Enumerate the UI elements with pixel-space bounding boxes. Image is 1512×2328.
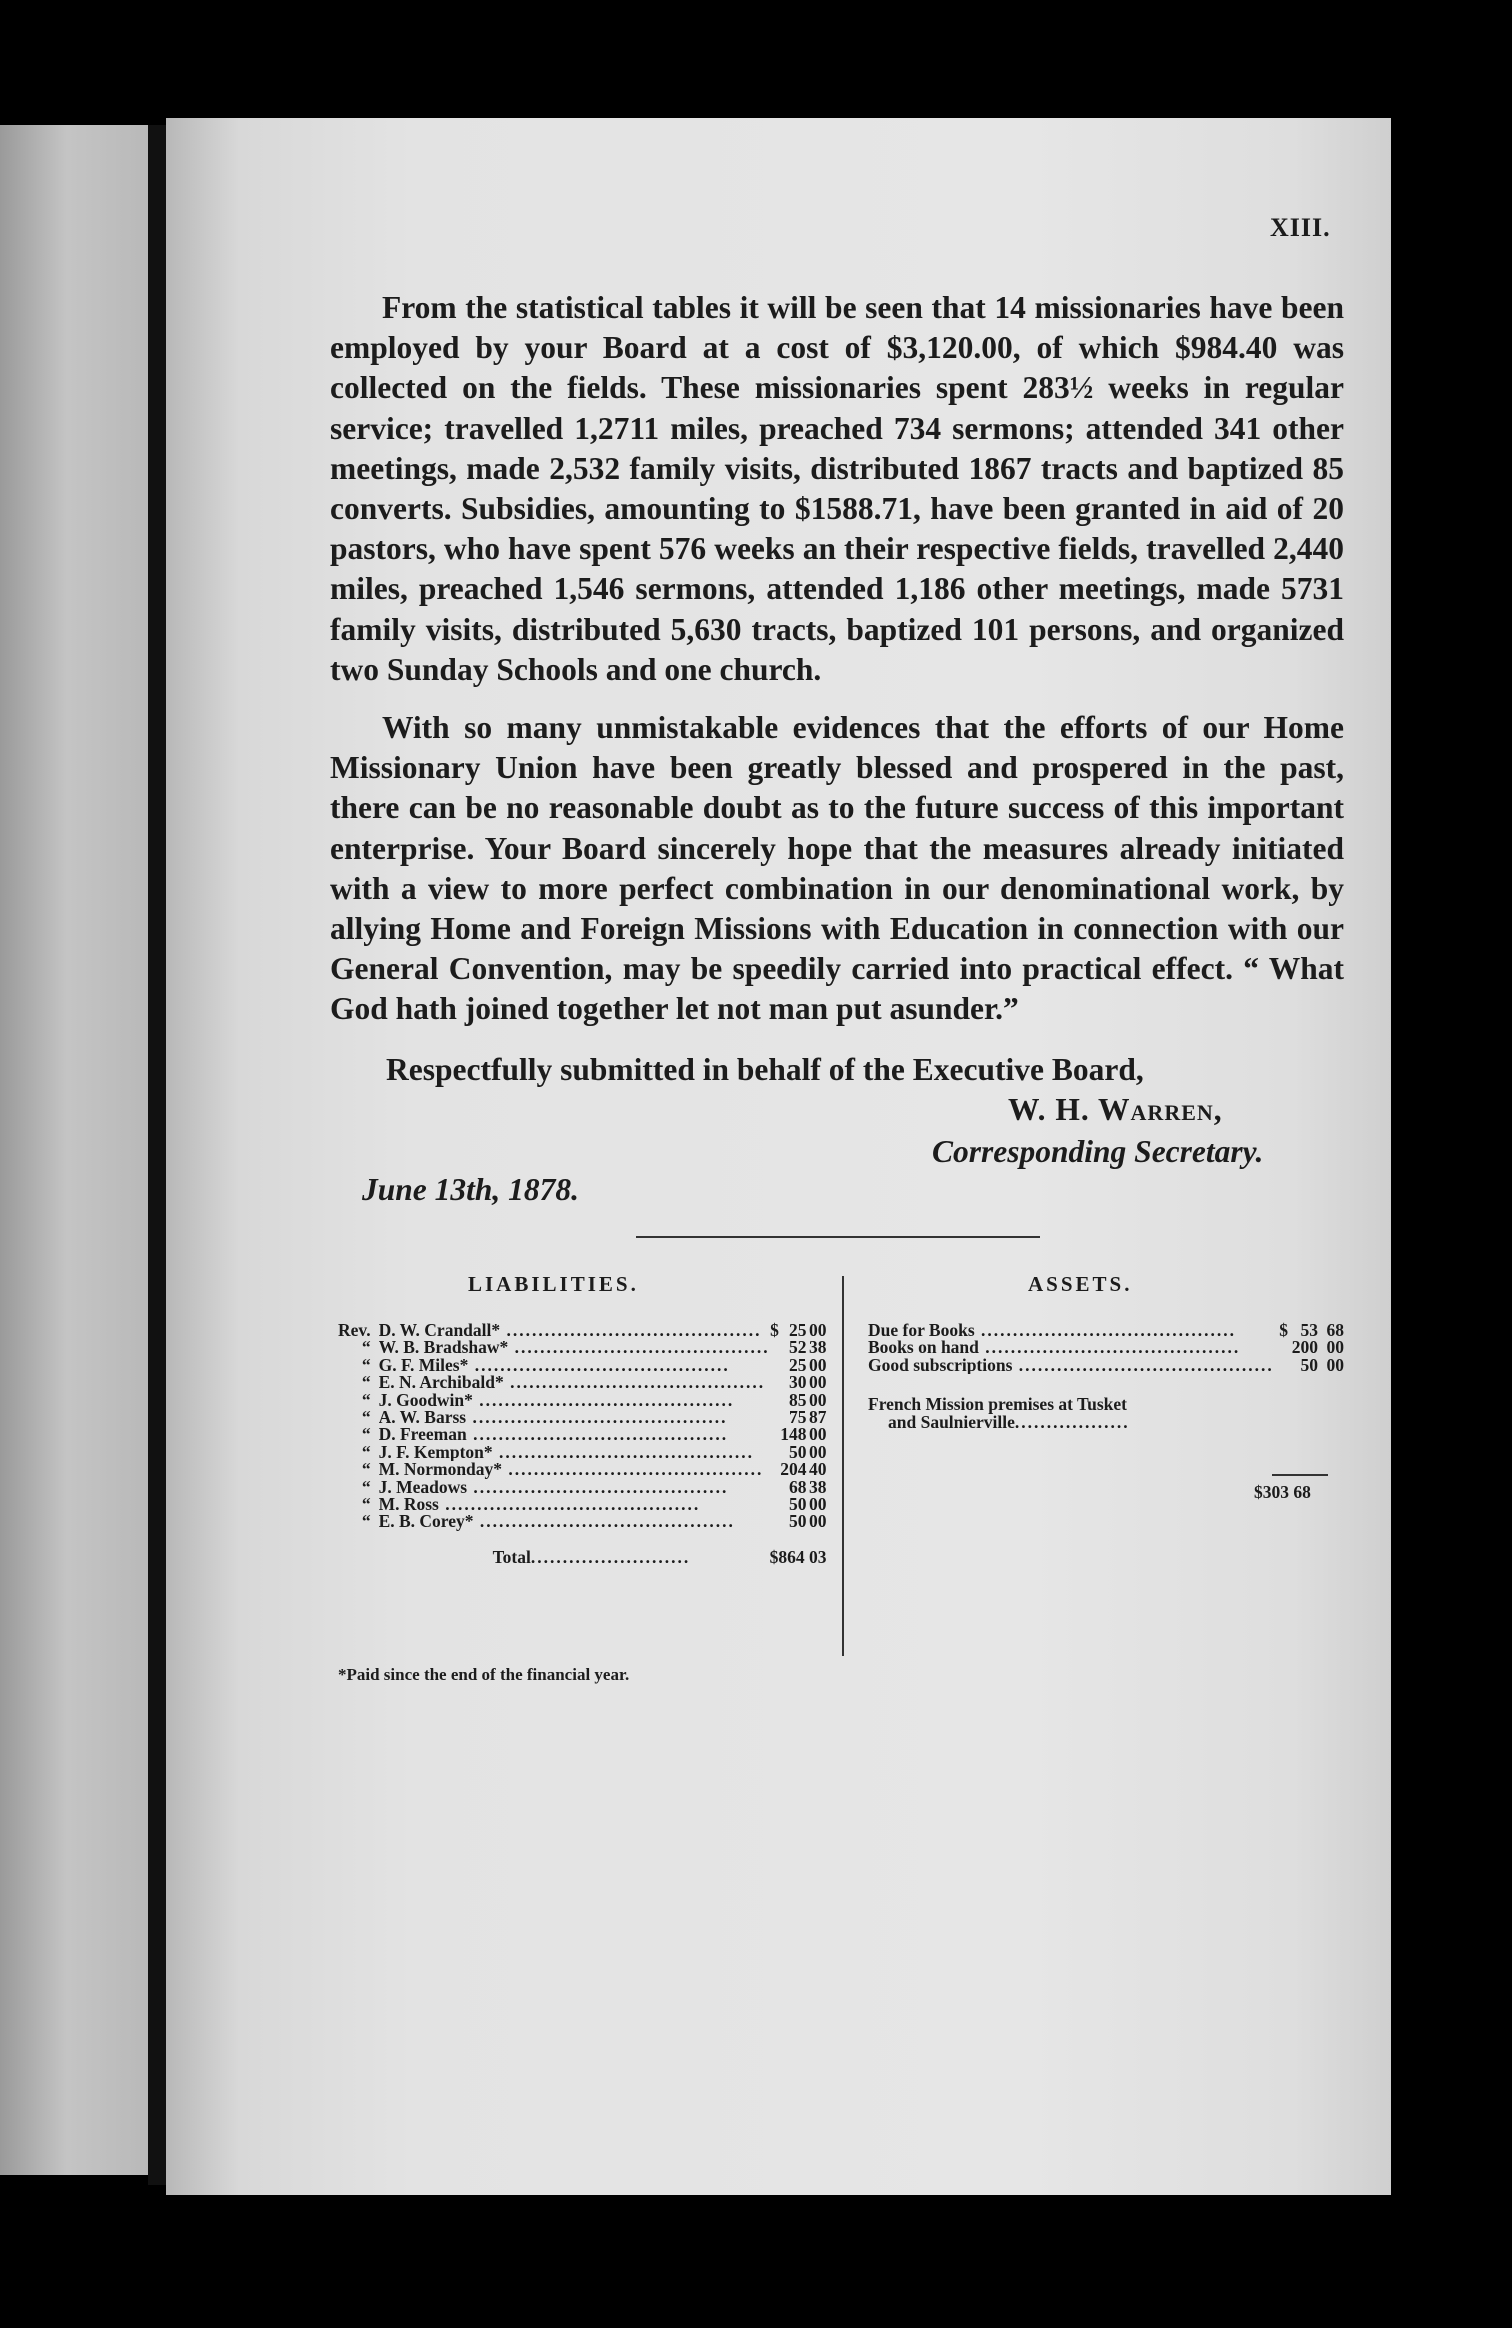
liability-name-cell: A. W. Barss ........................................: [378, 1409, 728, 1427]
liability-prefix-cell: [338, 1339, 379, 1356]
liability-prefix: Rev.: [338, 1320, 371, 1340]
liability-dollars: 68: [789, 1476, 807, 1497]
total-label-cell: Total.........................: [492, 1546, 691, 1567]
liability-row: [338, 1426, 827, 1443]
liability-name: D. Freeman: [378, 1426, 467, 1444]
liability-dollar-sign-cell: [770, 1374, 779, 1391]
asset-dollar-sign-cell: [1276, 1339, 1288, 1356]
body-paragraph-2: [330, 708, 1344, 1030]
assets-table: [868, 1322, 1344, 1431]
liability-prefix: “: [361, 1389, 371, 1410]
liability-dollars: 148: [780, 1424, 807, 1445]
liability-name: D. W. Crandall*: [378, 1322, 501, 1340]
asset-dollars: 53: [1300, 1320, 1318, 1340]
submitted-line: Respectfully submitted in behalf of the Executive Board,: [386, 1052, 1144, 1087]
liability-name: W. B. Bradshaw*: [378, 1339, 509, 1357]
liability-dollars: 25: [789, 1354, 807, 1375]
liability-row: [338, 1461, 827, 1478]
asset-cents: 00: [1326, 1337, 1344, 1358]
liability-name-cell: W. B. Bradshaw* ........................................: [378, 1339, 770, 1357]
liability-name: G. F. Miles*: [378, 1356, 469, 1375]
signatory-title: Corresponding Secretary.: [932, 1134, 1264, 1169]
liability-dollar-sign-cell: [770, 1322, 779, 1339]
liability-dollars: 52: [789, 1337, 807, 1358]
liability-name-cell: G. F. Miles* ........................................: [378, 1356, 730, 1375]
liability-prefix-cell: [338, 1441, 379, 1462]
liability-row: [338, 1339, 827, 1356]
liability-row: [338, 1357, 827, 1374]
liability-dollars: 50: [789, 1511, 807, 1532]
liability-dollar-sign-cell: [770, 1513, 779, 1530]
liability-name: J. F. Kempton*: [378, 1443, 493, 1462]
paragraph-text: With so many unmistakable evidences that the efforts of our Home Missionary Union have been greatly blessed and prospered in the past, there can be no reasonable doubt as to the future success of this important enterprise. Your Board sincerely hope that the measures already initiated with a view to more perfect combination in our denominational work, by allying Home and Foreign Missions with Education in connection with our General Convention, may be speedily carried into practical effect. “ What God hath joined together let not man put asunder.”: [330, 710, 1344, 1027]
liability-dollar-sign-cell: [770, 1339, 779, 1356]
french-mission-line-2-cell: and Saulnierville..................: [888, 1413, 1130, 1432]
asset-label: Books on hand: [868, 1339, 979, 1357]
liability-prefix: “: [361, 1354, 371, 1375]
liability-cents: 40: [809, 1459, 827, 1480]
asset-row: [868, 1339, 1344, 1356]
liability-name-cell: J. Goodwin* ........................................: [378, 1391, 735, 1410]
liability-dollars: 50: [789, 1494, 807, 1515]
liability-prefix: “: [361, 1372, 371, 1393]
liability-dollars: 75: [789, 1407, 807, 1428]
liability-dollar-sign-cell: [770, 1409, 779, 1426]
liabilities-heading: LIABILITIES.: [468, 1272, 639, 1296]
liability-cents: 00: [809, 1441, 827, 1462]
liability-name: E. B. Corey*: [378, 1513, 474, 1531]
asset-label: Good subscriptions: [868, 1356, 1013, 1375]
asset-dollars: 50: [1300, 1354, 1318, 1375]
asset-dollars-cell: [1288, 1354, 1318, 1375]
asset-cents: 68: [1326, 1320, 1344, 1340]
liability-name: A. W. Barss: [378, 1409, 467, 1427]
liability-cents: 00: [809, 1320, 827, 1340]
assets-total: $303 68: [1254, 1482, 1311, 1502]
liability-row: [338, 1322, 827, 1339]
liability-row: [338, 1496, 827, 1513]
asset-row: [868, 1357, 1344, 1374]
liability-cents: 38: [809, 1337, 827, 1358]
liability-name: E. N. Archibald*: [378, 1374, 504, 1392]
liabilities-table: [338, 1322, 827, 1569]
liability-dollar-sign-cell: [770, 1479, 779, 1496]
french-mission-row: [868, 1396, 1344, 1413]
liability-prefix: “: [361, 1337, 371, 1358]
adjacent-page-edge: [0, 125, 148, 2175]
report-date: June 13th, 1878.: [362, 1172, 580, 1207]
asset-row: [868, 1322, 1344, 1339]
assets-total-rule: [1272, 1474, 1328, 1476]
asset-dollar-sign-cell: [1276, 1322, 1288, 1339]
liability-name: J. Goodwin*: [378, 1391, 473, 1410]
liability-prefix: “: [361, 1424, 371, 1445]
liability-prefix: “: [361, 1511, 371, 1532]
asset-label-cell: Good subscriptions ........................................: [868, 1356, 1274, 1375]
signatory-name: W. H. Warren,: [1008, 1092, 1223, 1127]
liability-cents: 00: [809, 1389, 827, 1410]
liability-dollars: 50: [789, 1441, 807, 1462]
liability-prefix: “: [361, 1476, 371, 1497]
paragraph-text: From the statistical tables it will be seen that 14 missionaries have been employed by your Board at a cost of $3,120.00, of which $984.40 was collected on the fields. These missionaries spent 283½ weeks in regular service; travelled 1,2711 miles, preached 734 sermons; attended 341 other meetings, made 2,532 family visits, distributed 1867 tracts and baptized 85 converts. Subsidies, amounting to $1588.71, have been granted in aid of 20 pastors, who have spent 576 weeks an their respective fields, travelled 2,440 miles, preached 1,546 sermons, attended 1,186 other meetings, made 5731 family visits, distributed 5,630 tracts, baptized 101 persons, and organized two Sunday Schools and one church.: [330, 290, 1344, 687]
liability-cents: 38: [809, 1476, 827, 1497]
asset-dollar-sign-cell: [1276, 1357, 1288, 1374]
total-row: [338, 1531, 827, 1569]
liability-dollars: 30: [789, 1372, 807, 1393]
asset-label-cell: Books on hand ........................................: [868, 1339, 1241, 1357]
asset-label-cell: Due for Books ........................................: [868, 1322, 1237, 1340]
asset-cents-cell: [1318, 1354, 1344, 1375]
liability-prefix-cell: [338, 1389, 379, 1410]
liability-dollar-sign-cell: [770, 1496, 779, 1513]
asset-label: Due for Books: [868, 1322, 975, 1340]
liability-name-cell: D. Freeman ........................................: [378, 1426, 729, 1444]
total-label: Total: [492, 1546, 531, 1567]
liability-row: [338, 1392, 827, 1409]
liability-cents: 00: [809, 1372, 827, 1393]
liability-cents: 00: [809, 1494, 827, 1515]
liability-row: [338, 1409, 827, 1426]
liability-cents: 00: [809, 1354, 827, 1375]
liability-dollars: 204: [780, 1459, 807, 1480]
liability-prefix: “: [361, 1407, 371, 1428]
liability-dollar-sign-cell: [770, 1461, 779, 1478]
asset-dollars: 200: [1291, 1337, 1318, 1358]
liability-name-cell: M. Ross ........................................: [378, 1496, 701, 1514]
liability-name-cell: J. Meadows ........................................: [378, 1478, 729, 1497]
liability-prefix: “: [361, 1494, 371, 1515]
liability-prefix-cell: [338, 1374, 379, 1391]
liability-prefix-cell: [338, 1513, 379, 1530]
liability-name-cell: J. F. Kempton* ........................................: [378, 1443, 755, 1462]
asset-cents: 00: [1326, 1354, 1344, 1375]
assets-heading: ASSETS.: [1028, 1272, 1133, 1296]
liability-prefix-cell: [338, 1496, 379, 1513]
liability-name-cell: E. B. Corey* ........................................: [378, 1513, 735, 1531]
section-divider: [636, 1236, 1040, 1238]
liability-row: [338, 1513, 827, 1530]
liability-dollar-sign-cell: [770, 1392, 779, 1409]
liability-prefix-cell: [338, 1354, 379, 1375]
book-gutter: [148, 125, 166, 2185]
liability-dollars: 85: [789, 1389, 807, 1410]
liability-dollars-cell: [779, 1513, 807, 1530]
liability-name-cell: M. Normonday* ........................................: [378, 1461, 764, 1479]
liability-cents: 87: [809, 1407, 827, 1428]
liability-prefix-cell: [338, 1461, 379, 1478]
liability-prefix-cell: [338, 1426, 379, 1443]
liability-dollar-sign-cell: [770, 1426, 779, 1443]
liability-prefix-cell: [338, 1322, 379, 1339]
french-mission-line-2: and Saulnierville: [888, 1413, 1015, 1432]
liability-prefix-cell: [338, 1476, 379, 1497]
liability-name: M. Normonday*: [378, 1461, 503, 1479]
liability-row: [338, 1444, 827, 1461]
column-divider: [842, 1276, 844, 1656]
liability-name: J. Meadows: [378, 1478, 468, 1497]
total-value: $864 03: [769, 1546, 827, 1567]
body-paragraph-1: [330, 288, 1344, 690]
liability-dollar-sign-cell: [770, 1357, 779, 1374]
liability-row: [338, 1374, 827, 1391]
liability-cents-cell: [807, 1513, 827, 1530]
page-number: XIII.: [1270, 213, 1331, 242]
liability-dollars: 25: [789, 1320, 807, 1340]
asset-dollar-sign: $: [1279, 1320, 1288, 1340]
liability-prefix: “: [361, 1441, 371, 1462]
liability-name-cell: E. N. Archibald* ........................................: [378, 1374, 766, 1392]
liability-row: [338, 1479, 827, 1496]
liability-prefix-cell: [338, 1409, 379, 1426]
french-mission-row: [868, 1414, 1344, 1431]
liability-dollar-sign-cell: [770, 1444, 779, 1461]
liability-cents: 00: [809, 1424, 827, 1445]
liability-dollar-sign: $: [770, 1320, 779, 1340]
french-mission-line-1: French Mission premises at Tusket: [868, 1394, 1127, 1415]
liability-cents: 00: [809, 1511, 827, 1532]
liability-name: M. Ross: [378, 1496, 439, 1514]
liability-name-cell: D. W. Crandall* ........................................: [378, 1322, 762, 1340]
liability-prefix: “: [361, 1459, 371, 1480]
footnote: *Paid since the end of the financial year.: [338, 1665, 630, 1684]
